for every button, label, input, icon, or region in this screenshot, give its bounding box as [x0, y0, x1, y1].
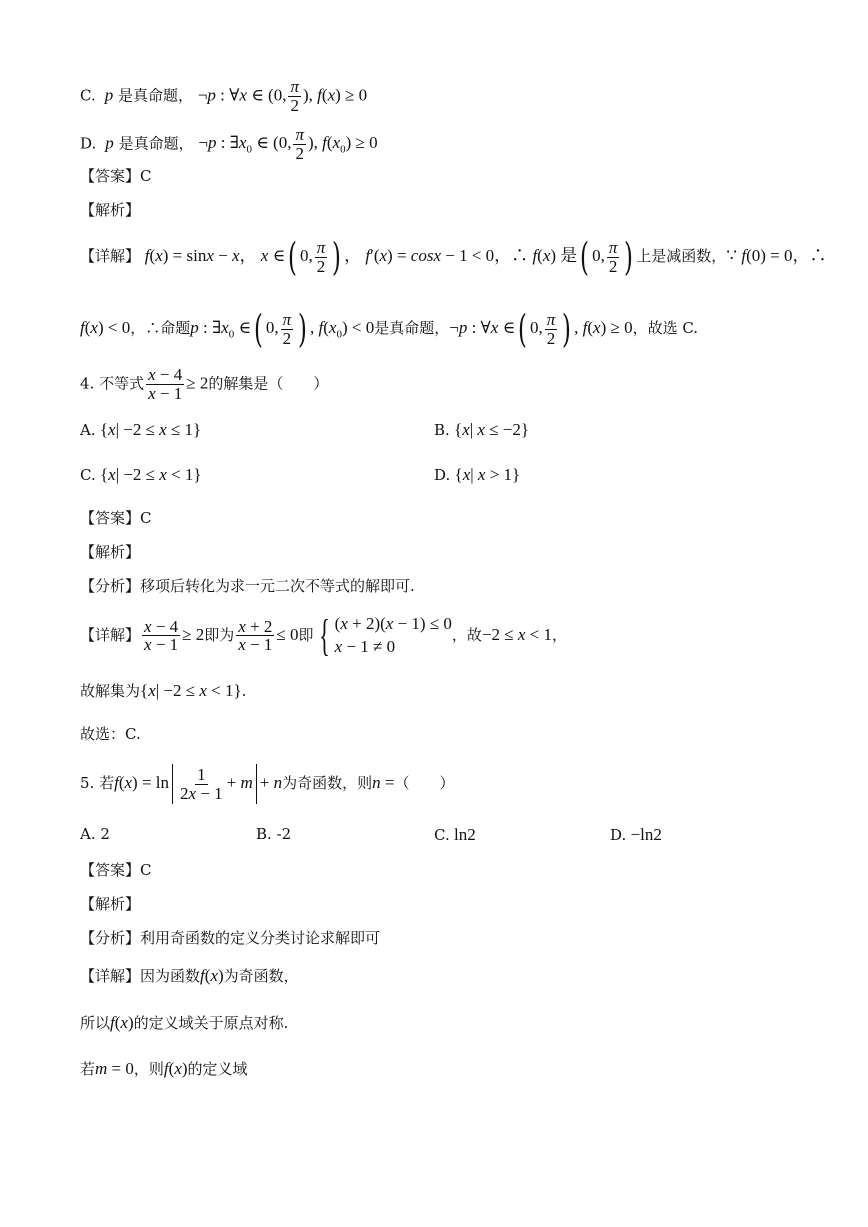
- q4-choose: 故选：C.: [80, 725, 141, 743]
- q3-detail-line2: f(x) < 0，∴命题p : $\exists x_0$ ∈( 0, $\frac{\pi}{2}$ ) , $f(x_0) < 0$是真命题，¬p : ∀x ∈( 0, $\frac{\pi}{2}$ ) , f(x) ≥ 0，故选 C.: [80, 307, 699, 351]
- q4-stem: 4. 不等式 $\frac{x - 4}{x - 1}$ ≥ 2的解集是（ ）: [80, 365, 329, 403]
- q5-option-c: C. ln2: [434, 825, 476, 844]
- q5-detail-line1: 【详解】因为函数f(x)为奇函数，: [80, 966, 299, 985]
- option-letter: D.: [80, 134, 97, 153]
- q4-option-c: C. {x| −2 ≤ x < 1}: [80, 465, 202, 484]
- q3-option-c: C. p 是真命题， ¬p : ∀x ∈ (0, $\frac{\pi}{2}$ ), f(x) ≥ 0: [80, 77, 368, 115]
- q5-detail-line2: 所以f(x)的定义域关于原点对称.: [80, 1013, 289, 1032]
- q5-option-a: A. 2: [80, 825, 110, 843]
- option-letter: C.: [80, 86, 96, 105]
- q4-option-d: D. {x| x > 1}: [434, 465, 521, 484]
- q4-option-a: A. {x| −2 ≤ x ≤ 1}: [80, 420, 202, 439]
- q4-analysis-label: 【解析】: [80, 543, 141, 561]
- q5-analysis-label: 【解析】: [80, 895, 141, 913]
- q3-detail-line1: 【详解】 f(x) = sinx − x， x ∈( 0, $\frac{\pi}{2}$ ) ， f′(x) = cosx − 1 < 0，∴ f(x) 是( 0, $\frac{\pi}{2}$ ) 上是减函数，∵ f(0) = 0，∴: [80, 235, 827, 279]
- q5-stem: 5. 若f(x) = ln $\frac{1}{2x - 1}$ + m + n为奇函数，则n =（ ）: [80, 764, 455, 803]
- q4-answer: 【答案】C: [80, 509, 152, 527]
- q5-option-d: D. −ln2: [610, 825, 662, 844]
- q5-option-b: B. -2: [256, 825, 292, 843]
- q3-analysis-label: 【解析】: [80, 201, 141, 219]
- q4-fenxi: 【分析】移项后转化为求一元二次不等式的解即可.: [80, 577, 415, 595]
- q5-fenxi: 【分析】利用奇函数的定义分类讨论求解即可: [80, 929, 381, 947]
- q4-option-b: B. {x| x ≤ −2}: [434, 420, 530, 439]
- q3-option-d: D. p 是真命题， ¬p : $\exists x_0$ ∈ (0, $\frac{\pi}{2}$ ), $f(x_0) \ge 0$: [80, 125, 378, 163]
- q5-answer: 【答案】C: [80, 861, 152, 879]
- q4-detail: 【详解】 $\frac{x - 4}{x - 1}$ ≥ 2即为 $\frac{x + 2}{x - 1}$ ≤ 0即 { (x + 2)(x − 1) ≤ 0 x − 1 ≠ 0 ，故−2 ≤ x < 1，: [80, 610, 568, 660]
- q4-result: 故解集为{x| −2 ≤ x < 1}.: [80, 681, 247, 700]
- q5-detail-line3: 若m = 0，则f(x)的定义域: [80, 1059, 248, 1078]
- q3-answer: 【答案】C: [80, 167, 152, 185]
